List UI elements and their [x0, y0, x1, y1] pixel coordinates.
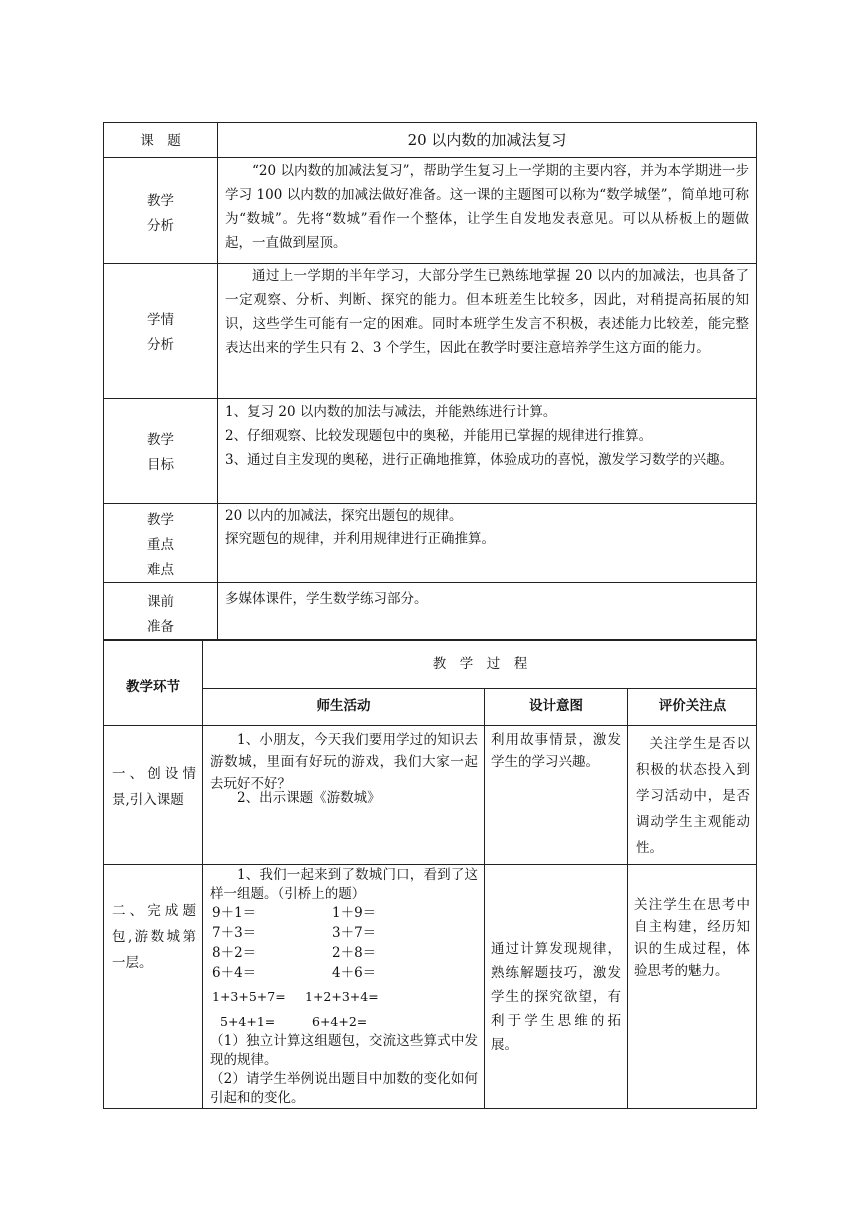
- header-process: 教 学 过 程: [432, 656, 528, 672]
- equation: 9＋1＝: [212, 905, 257, 921]
- row-divider: [103, 157, 757, 158]
- label-teaching-goals: 教学 目标: [147, 432, 174, 473]
- row-divider: [103, 725, 757, 726]
- stage-2-intent: 通过计算发现规律，熟练解题技巧，激发学生的探究欲望，有利于学生思维的拓展。: [491, 941, 621, 1053]
- goal-item: 3、通过自主发现的奥秘，进行正确地推算，体验成功的喜悦，激发学习数学的兴趣。: [225, 452, 734, 468]
- stage-1-activity: 1、小朋友，今天我们要用学过的知识去游数城，里面有好玩的游戏，我们大家一起去玩好不好？: [210, 732, 478, 792]
- equation: 1+2+3+4=: [305, 989, 379, 1004]
- info-table-col-divider: [217, 122, 218, 640]
- stage-2: 二、完成题包,游数城第一层。: [112, 903, 196, 971]
- equation: 6＋4＝: [212, 965, 257, 981]
- equation: 5+4+1=: [220, 1014, 276, 1029]
- stage-2-note: （1）独立计算这组题包，交流这些算式中发现的规律。: [210, 1033, 478, 1068]
- label-student-analysis: 学情 分析: [147, 312, 174, 353]
- label-topic: 课 题: [140, 133, 181, 149]
- equation: 2＋8＝: [332, 945, 377, 961]
- header-intent: 设计意图: [529, 698, 583, 714]
- col-divider: [627, 688, 628, 1109]
- stage-1: 一、创设情景,引入课题: [112, 766, 196, 808]
- label-key-points: 教学 重点 难点: [147, 512, 174, 578]
- key-point-item: 探究题包的规律，并利用规律进行正确推算。: [225, 531, 495, 547]
- stage-2-note: （2）请学生举例说出题目中加数的变化如何引起和的变化。: [210, 1071, 478, 1106]
- preparation-text: 多媒体课件，学生数学练习部分。: [225, 591, 428, 607]
- row-divider: [103, 503, 757, 504]
- header-stage: 教学环节: [126, 679, 180, 695]
- equation: 1＋9＝: [332, 905, 377, 921]
- row-divider: [103, 864, 757, 865]
- header-activity: 师生活动: [316, 698, 371, 714]
- lesson-title: 20 以内数的加减法复习: [407, 131, 567, 149]
- equation: 8＋2＝: [212, 945, 257, 961]
- goal-item: 1、复习 20 以内数的加法与减法，并能熟练进行计算。: [225, 404, 557, 420]
- header-eval: 评价关注点: [658, 698, 727, 714]
- stage-1-eval: 关注学生是否以积极的状态投入到学习活动中，是否调动学生主观能动性。: [636, 736, 750, 856]
- row-divider: [202, 688, 757, 689]
- equation: 6+4+2=: [312, 1014, 368, 1029]
- col-divider: [484, 688, 485, 1109]
- key-point-item: 20 以内的加减法，探究出题包的规律。: [225, 508, 463, 524]
- stage-1-intent: 利用故事情景，激发学生的学习兴趣。: [491, 732, 621, 770]
- teaching-analysis-text: “20 以内数的加减法复习”，帮助学生复习上一学期的主要内容，并为本学期进一步学习 100 以内数的加减法做好准备。这一课的主题图可以称为“数学城堡”，简单地可称为“数城”。先将“数城”看作一个整体，让学生自发地发表意见。可以从桥板上的题做起，一直做到屋顶。: [225, 163, 749, 251]
- label-teaching-analysis: 教学 分析: [147, 193, 174, 234]
- label-preparation: 课前 准备: [147, 594, 174, 635]
- stage-2-eval: 关注学生在思考中自主构建，经历知识的生成过程，体验思考的魅力。: [634, 897, 750, 979]
- stage-1-activity: 2、出示课题《游数城》: [237, 790, 381, 806]
- goal-item: 2、仔细观察、比较发现题包中的奥秘，并能用已掌握的规律进行推算。: [225, 428, 653, 444]
- row-divider: [103, 398, 757, 399]
- equation: 7＋3＝: [212, 925, 257, 941]
- student-analysis-text: 通过上一学期的半年学习，大部分学生已熟练地掌握 20 以内的加减法，也具备了一定观察、分析、判断、探究的能力。但本班差生比较多，因此，对稍提高拓展的知识，这些学生可能有一定的困难。同时本班学生发言不积极，表述能力比较差，能完整表达出来的学生只有 2、3 个学生，因此在教学时要注意培养学生这方面的能力。: [225, 268, 749, 356]
- equation: 4＋6＝: [332, 965, 377, 981]
- equation: 1+3+5+7=: [212, 989, 286, 1004]
- equation: 3＋7＝: [332, 925, 377, 941]
- stage-2-activity-intro: 1、我们一起来到了数城门口，看到了这样一组题。（引桥上的题）: [210, 867, 478, 902]
